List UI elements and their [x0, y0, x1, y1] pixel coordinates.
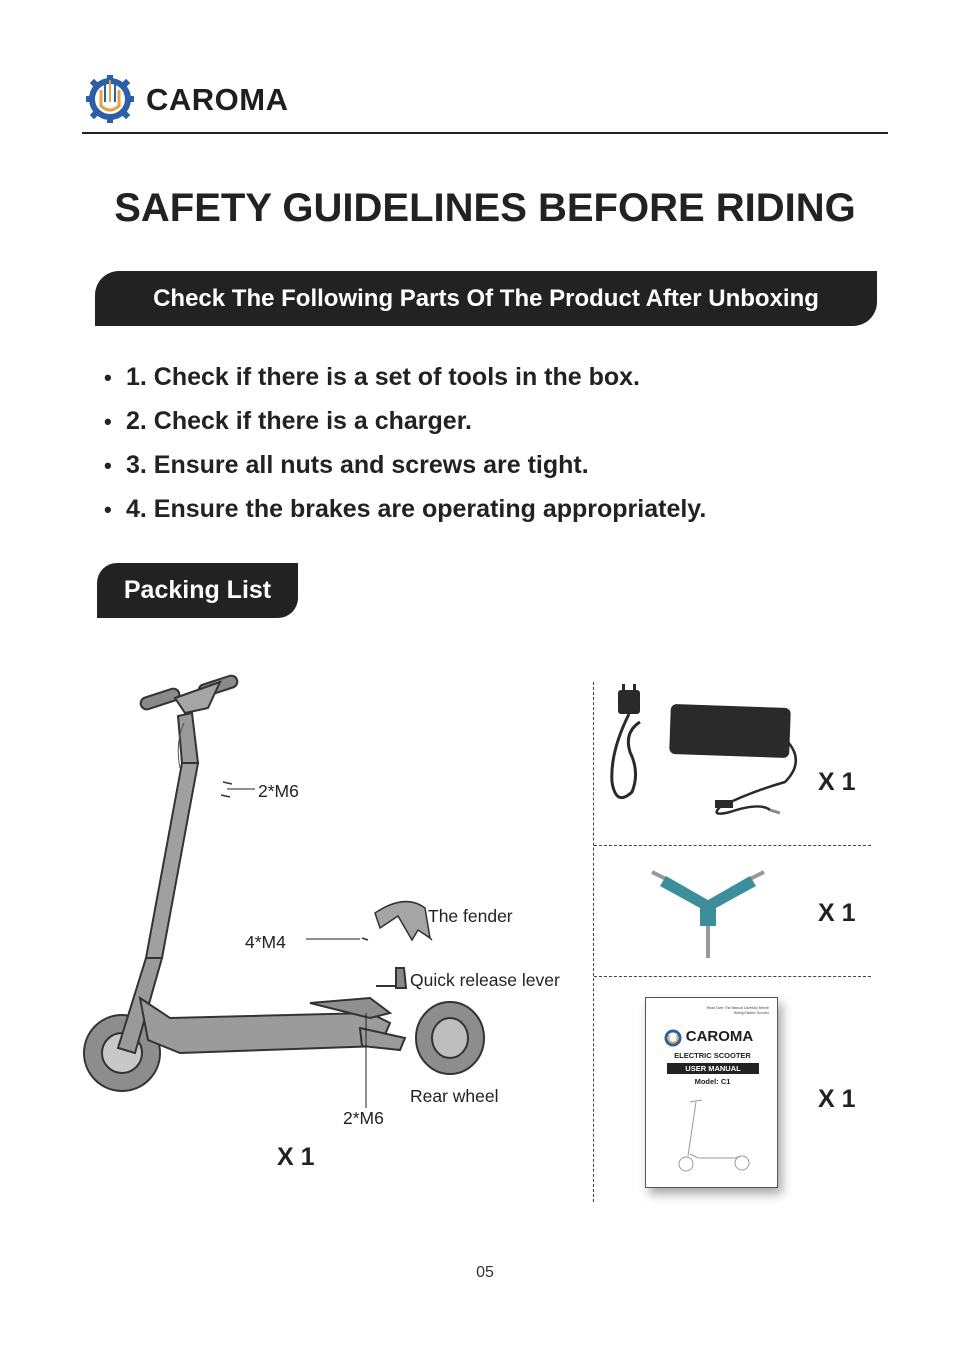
page-number: 05	[476, 1264, 494, 1281]
check-item-text: 1. Check if there is a set of tools in the box.	[126, 363, 641, 391]
check-item-text: 3. Ensure all nuts and screws are tight.	[126, 451, 589, 479]
label-stem-screws: 2*M6	[258, 781, 299, 801]
manual-subtitle: ELECTRIC SCOOTER	[674, 1051, 751, 1060]
packing-list-heading: Packing List	[97, 563, 298, 618]
list-item	[104, 448, 706, 492]
label-rear-wheel: Rear wheel	[410, 1086, 499, 1106]
label-fender-screws: 4*M4	[245, 932, 286, 952]
manual-scooter-sketch	[674, 1096, 754, 1176]
header-divider	[82, 132, 888, 134]
check-item-text: 2. Check if there is a charger.	[126, 407, 472, 435]
label-fender: The fender	[428, 906, 513, 926]
page-title: SAFETY GUIDELINES BEFORE RIDING	[114, 186, 856, 230]
horizontal-divider	[594, 976, 871, 977]
manual-quantity: X 1	[818, 1085, 856, 1113]
gear-logo-icon	[84, 72, 140, 124]
charger-illustration	[600, 682, 820, 832]
brand-name: CAROMA	[146, 82, 289, 117]
scooter-illustration	[80, 668, 500, 1108]
label-quick-release-lever: Quick release lever	[410, 970, 560, 990]
scooter-quantity: X 1	[277, 1143, 315, 1171]
check-list	[104, 360, 706, 536]
manual-model: Model: C1	[694, 1077, 731, 1086]
bullet-icon: •	[104, 453, 112, 478]
bullet-icon: •	[104, 409, 112, 434]
y-wrench-tool-illustration	[648, 862, 768, 962]
vertical-divider	[593, 682, 594, 1202]
list-item	[104, 404, 706, 448]
manual-title-bar: USER MANUAL	[667, 1063, 759, 1074]
label-wheel-screws: 2*M6	[343, 1108, 384, 1128]
user-manual-illustration	[645, 997, 778, 1188]
list-item	[104, 360, 706, 404]
check-section-banner: Check The Following Parts Of The Product After Unboxing	[95, 271, 877, 326]
charger-quantity: X 1	[818, 768, 856, 796]
check-item-text: 4. Ensure the brakes are operating appropriately.	[126, 495, 707, 523]
list-item	[104, 492, 706, 536]
horizontal-divider	[594, 845, 871, 846]
bullet-icon: •	[104, 365, 112, 390]
manual-notice-text: Read Over The Manual Carefully Before Riding Electric Scooter	[706, 1006, 769, 1015]
bullet-icon: •	[104, 497, 112, 522]
manual-brand: CAROMA	[685, 1028, 754, 1045]
tool-quantity: X 1	[818, 899, 856, 927]
brand-logo	[84, 72, 324, 124]
